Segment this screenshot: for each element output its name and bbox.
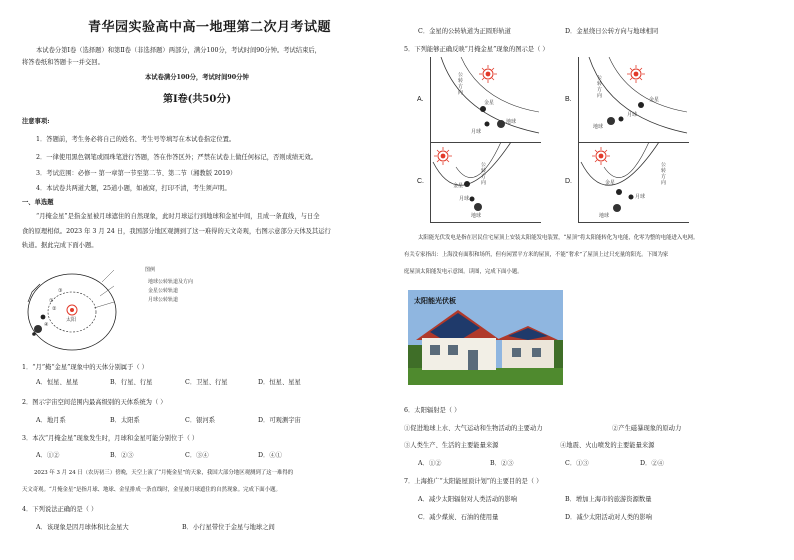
option: C．卫星、行星 [185, 379, 228, 386]
earth-label: 地球 [471, 213, 482, 219]
diagram-a [430, 57, 541, 143]
option: D．④① [258, 452, 282, 459]
earth-icon [497, 120, 505, 128]
option: A．恒星、星星 [36, 379, 79, 386]
lawn [408, 368, 563, 385]
position-marker: ③ [58, 288, 63, 294]
sun-icon [434, 147, 452, 165]
option: B．行星、行星 [110, 379, 153, 386]
house-wall [502, 340, 554, 368]
moon-icon [32, 332, 36, 336]
question-stem: 5．下列能够正确反映“月掩金星”现象的图示是（ ） [404, 46, 549, 53]
option: D．②④ [640, 460, 664, 467]
earth-icon [474, 203, 482, 211]
passage-line: 有关专家指出：上海没有面积和场所，但有闲置平方米的屋顶，不能“奢求”了屋顶上过只充量的阳光。下图为家 [404, 252, 669, 258]
option: B．太阳系 [110, 417, 140, 424]
option-letter-c: C. [417, 178, 424, 185]
earth-icon [34, 325, 42, 333]
door [468, 350, 478, 370]
venus-label: 金星 [605, 180, 616, 186]
option: C．①③ [565, 460, 589, 467]
diagram-c [430, 142, 541, 223]
note-item: 2．一律使用黑色钢笔或圆珠笔进行答题，答在作答区外；严禁在试卷上做任何标记，否则成绩无效。 [36, 154, 318, 161]
sun-icon [627, 65, 645, 83]
intro-line-2: 将答卷纸和答题卡一并交回。 [22, 59, 104, 66]
option: B．②③ [110, 452, 134, 459]
option: C．③④ [185, 452, 209, 459]
moon-icon [485, 122, 490, 127]
note-item: 4．本试卷共两道大题，25道小题，如被窝，打印不清，考生须声明。 [36, 185, 231, 192]
earth-label: 地球 [599, 213, 610, 219]
moon-label: 月球 [459, 196, 470, 202]
option: B．小行星带位于金星与地球之间 [182, 524, 275, 531]
fact-item: ①促进地球上水、大气运动和生物活动的主要动力 [404, 425, 543, 432]
option: B．增加上海市的旅游资源数量 [565, 496, 652, 503]
legend-item: 金星公转轨道 [148, 288, 179, 294]
moon-icon [619, 117, 624, 122]
option-letter-a: A. [417, 96, 424, 103]
position-marker: ④ [44, 322, 49, 328]
moon-icon [629, 195, 634, 200]
venus-icon [480, 106, 486, 112]
score-line: 本试卷满分100分，考试时间90分钟 [145, 74, 249, 81]
moon-label: 月球 [471, 129, 482, 135]
option: A．地月系 [36, 417, 66, 424]
notes-heading: 注意事项: [22, 118, 50, 125]
venus-icon [616, 189, 622, 195]
question-stem: 1．“月”掩“金星”现象中的天体分别属于（ ） [22, 364, 148, 371]
question-stem: 7．上海推广“太阳能屋顶计划”的主要目的是（ ） [404, 478, 543, 485]
passage-line: 太阳能光伏发电是指在居民住宅屋顶上安装太阳能发电装置，“屋顶”将太阳能转化为电能，化零为整的电能进入电网。 [418, 235, 699, 241]
photo-caption: 太阳能光伏板 [414, 298, 456, 305]
moon-icon [41, 315, 46, 320]
orbit-label: 公转方向 [458, 72, 464, 96]
earth-icon [607, 117, 615, 125]
venus-icon [638, 102, 644, 108]
position-marker: ② [52, 306, 57, 312]
legend-pointer [102, 270, 114, 282]
question-stem: 3．本次“月掩金星”现象发生时，月球和金星可能分别位于（ ） [22, 435, 199, 442]
passage-line: “月掩金星”是指金星被月球遮住的自然现象，此时月球运行到地球和金星中间，且成一条直线，与日全 [36, 213, 320, 220]
window [448, 345, 458, 355]
passage-line: 轨道。据此完成下面小题。 [22, 242, 98, 249]
passage-line: 食的原理相似。2023 年 3 月 24 日，我国部分地区观测到了这一难得的天文奇观，右图示意部分天体及其运行 [22, 228, 331, 235]
note-item: 1．答题前，考生务必将自己的姓名、考生号等填写在本试卷指定位置。 [36, 136, 236, 143]
earth-label: 地球 [593, 124, 604, 130]
orbit-arc [604, 142, 649, 178]
window [430, 345, 440, 355]
venus-label: 金星 [649, 97, 660, 103]
diagram-d-svg [579, 142, 689, 222]
position-marker: ① [49, 298, 54, 304]
sun-icon [479, 65, 497, 83]
moon-icon [470, 197, 475, 202]
window [512, 348, 521, 357]
sun-label: 太阳 [66, 317, 77, 323]
option: C．金星的公转轨道为正圆形轨道 [418, 28, 511, 35]
sun-icon [592, 147, 610, 165]
option-letter-b: B. [565, 96, 572, 103]
orbit-label: 公转方向 [481, 162, 487, 186]
fact-item: ③人类生产、生活的主要能量来源 [404, 442, 499, 449]
solar-house-photo [408, 290, 563, 385]
option: A．①② [36, 452, 60, 459]
note-item: 3．考试范围：必修一 第一章第一节至第二节、第二节（湘教版 2019） [36, 170, 237, 177]
sun-core [70, 308, 74, 312]
question-stem: 2．图示宇宙空间范围内最高级别的天体系统为（ ） [22, 399, 167, 406]
option: D．金星绕日公转方向与地球相同 [565, 28, 659, 35]
section-heading: 第Ⅰ卷(共50分) [163, 94, 232, 105]
option: D．可观测宇宙 [258, 417, 301, 424]
orbit-diagram [22, 262, 147, 357]
orbit-arc [433, 142, 511, 185]
legend-title: 图例 [145, 267, 156, 273]
fact-item: ②产生磁暴现象的原动力 [612, 425, 682, 432]
legend-pointer [100, 286, 114, 296]
option: D．恒星、星星 [258, 379, 301, 386]
venus-label: 金星 [453, 183, 464, 189]
earth-label: 地球 [506, 119, 517, 125]
moon-label: 月球 [627, 112, 638, 118]
legend-pointer [94, 302, 114, 308]
orbit-diagram-svg [22, 262, 147, 357]
orbit-arc [581, 142, 659, 185]
orbit-label: 公转方向 [597, 75, 603, 99]
question-stem: 4．下列说法正确的是（ ） [22, 506, 98, 513]
diagram-b [578, 57, 689, 143]
option: A．该现象是因月球体积比金星大 [36, 524, 129, 531]
legend-item: 月球公转轨道 [148, 297, 179, 303]
venus-label: 金星 [484, 100, 495, 106]
moon-label: 月球 [635, 194, 646, 200]
legend-item: 地球公转轨道及方向 [148, 279, 194, 285]
window [532, 348, 541, 357]
option: C．银河系 [185, 417, 216, 424]
venus-icon [464, 181, 470, 187]
earth-icon [613, 204, 621, 212]
fact-item: ④地震、火山喷发的主要能量来源 [560, 442, 655, 449]
option: A．①② [418, 460, 442, 467]
option: B．②③ [490, 460, 514, 467]
option-letter-d: D. [565, 178, 572, 185]
orbit-arc [456, 142, 501, 178]
orbit-arc [441, 57, 539, 133]
diagram-d [578, 142, 689, 223]
question-stem: 6．太阳辐射是（ ） [404, 407, 461, 414]
intro-line-1: 本试卷分第Ⅰ卷（选择题）和第Ⅱ卷（非选择题）两部分，满分100分，考试时间90分钟。考试结束后， [36, 47, 321, 54]
option: D．减少太阳活动对人类的影响 [565, 514, 652, 521]
passage-line: 庭屋顶太阳能发电示意图。读图，完成下面小题。 [404, 269, 523, 275]
page-title: 青华园实验高中高一地理第二次月考试题 [88, 19, 332, 34]
option: A．减少太阳辐射对人类活动的影响 [418, 496, 518, 503]
passage-line: 2023 年 3 月 24 日（农历初三）傍晚，天空上演了“月掩金星”的天象，我国大部分地区观测到了这一难得的 [34, 470, 294, 476]
part-heading: 一、单选题 [22, 199, 54, 206]
option: C．减少煤炭、石油的使用量 [418, 514, 499, 521]
orbit-label: 公转方向 [661, 162, 667, 186]
passage-line: 天文奇观。“月掩金星”是指月球、地球、金星排成一条直线时，金星被月球遮住的自然现象。完成下面小题。 [22, 487, 281, 493]
